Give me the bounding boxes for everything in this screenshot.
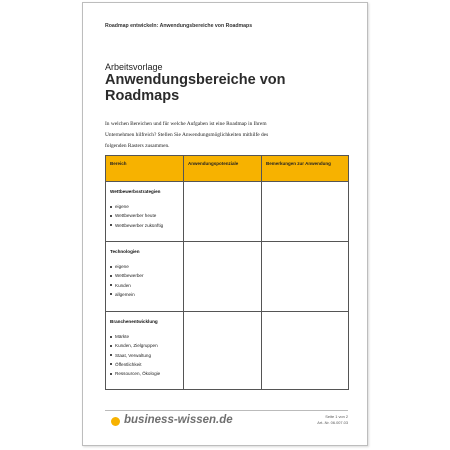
brand-logo: business-wissen.de (124, 414, 233, 426)
worksheet-table (105, 155, 349, 390)
list-item: Kunden, Zielgruppen (110, 341, 179, 350)
document-title: Anwendungsbereiche von Roadmaps (105, 72, 286, 104)
list-item: Wettbewerber (110, 271, 179, 280)
list-item: Wettbewerber zukünftig (110, 221, 179, 230)
section-cell (106, 182, 184, 242)
input-cell-potenziale[interactable] (184, 182, 262, 242)
footer-divider (105, 410, 348, 411)
list-item: Öffentlichkeit (110, 360, 179, 369)
table-header-row (106, 156, 349, 182)
section-title: Technologien (110, 249, 140, 254)
section-list (110, 332, 179, 378)
intro-line: folgenden Rasters zusammen. (105, 143, 170, 149)
list-item: Kunden (110, 281, 179, 290)
article-number: Art.-Nr. 06.007.03 (317, 420, 348, 425)
document-kicker: Arbeitsvorlage (105, 62, 163, 72)
list-item: Ressourcen, Ökologie (110, 369, 179, 378)
running-header: Roadmap entwickeln: Anwendungsbereiche von Roadmaps (105, 23, 253, 29)
list-item: Wettbewerber heute (110, 211, 179, 220)
input-cell-bemerkungen[interactable] (262, 312, 349, 390)
logo-dot-icon (111, 417, 120, 426)
input-cell-potenziale[interactable] (184, 242, 262, 312)
input-cell-potenziale[interactable] (184, 312, 262, 390)
list-item: eigene (110, 262, 179, 271)
section-list (110, 202, 179, 230)
footer-meta (288, 414, 348, 426)
section-cell (106, 242, 184, 312)
table-row (106, 242, 349, 312)
section-cell (106, 312, 184, 390)
list-item: eigene (110, 202, 179, 211)
list-item: allgemein (110, 290, 179, 299)
intro-paragraph (105, 119, 345, 152)
input-cell-bemerkungen[interactable] (262, 182, 349, 242)
table-row (106, 182, 349, 242)
intro-line: In welchen Bereichen und für welche Aufgaben ist eine Roadmap in Ihrem (105, 121, 267, 127)
list-item: Staat, Verwaltung (110, 351, 179, 360)
column-header-bemerkungen: Bemerkungen zur Anwendung (262, 156, 349, 182)
section-title: Branchenentwicklung (110, 319, 158, 324)
intro-line: Unternehmen hilfreich? Stellen Sie Anwendungsmöglichkeiten mithilfe des (105, 132, 269, 138)
column-header-anwendungspotenziale: Anwendungspotenziale (184, 156, 262, 182)
section-title: Wettbewerbsstrategien (110, 189, 161, 194)
page-number: Seite 1 von 2 (325, 414, 348, 419)
column-header-bereich: Bereich (106, 156, 184, 182)
input-cell-bemerkungen[interactable] (262, 242, 349, 312)
list-item: Märkte (110, 332, 179, 341)
section-list (110, 262, 179, 299)
table-row (106, 312, 349, 390)
document-page (82, 2, 368, 446)
